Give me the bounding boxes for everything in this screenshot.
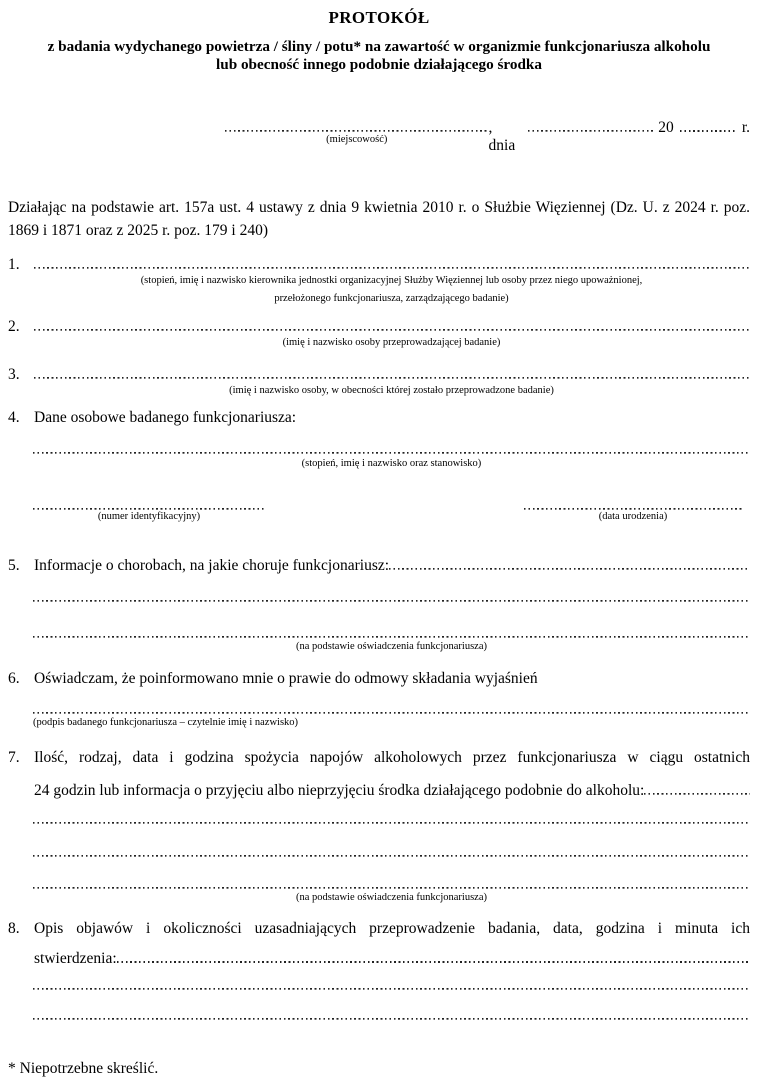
item-7-number: 7. <box>8 749 20 766</box>
item-1-caption-line2: przełożonego funkcjonariusza, zarządzającego badanie) <box>274 293 509 304</box>
item-5-number: 5. <box>8 557 20 574</box>
item-7 <box>8 747 750 904</box>
blank-line-witness <box>34 374 750 379</box>
id-number-caption: (numer identyfikacyjny) <box>97 511 201 522</box>
blank-line-signature <box>33 709 750 714</box>
blank-line-ordering-officer <box>34 264 750 269</box>
item-5-label-row <box>8 557 750 575</box>
item-7-label-line2: 24 godzin lub informacja o przyjęciu albo nieprzyjęciu środka działającego podobnie do alkoholu: <box>34 782 645 799</box>
item-4-label: Dane osobowe badanego funkcjonariusza: <box>34 409 297 426</box>
item-7-content <box>34 747 750 802</box>
item-6 <box>8 670 750 729</box>
item-5 <box>8 557 750 653</box>
legal-basis-paragraph: Działając na podstawie art. 157a ust. 4 ustawy z dnia 9 kwietnia 2010 r. o Służbie Więziennej (Dz. U. z 2024 r. poz. 1869 i 1871 oraz z 2025 r. poz. 179 i 240) <box>8 199 750 239</box>
blank-line-illness-1 <box>389 565 750 570</box>
item-4 <box>8 409 750 523</box>
birth-date-field <box>524 505 742 523</box>
item-2-number: 2. <box>8 318 20 335</box>
id-number-field <box>33 505 265 523</box>
item-2-blank-row <box>8 318 750 336</box>
item-3 <box>8 366 750 397</box>
blank-line-illness-3 <box>33 633 750 638</box>
item-7-label-line2-row <box>34 780 750 802</box>
item-8-label-line2-row <box>34 948 750 970</box>
footnote: * Niepotrzebne skreślić. <box>8 1060 159 1077</box>
date-line <box>225 119 750 155</box>
place-blank-field <box>225 127 489 145</box>
item-7-label-line1: Ilość, rodzaj, data i godzina spożycia napojów alkoholowych przez funkcjonariusza w ciągu ostatnich <box>34 749 750 766</box>
item-6-number: 6. <box>8 670 20 687</box>
item-3-number: 3. <box>8 366 20 383</box>
blank-line-illness-2 <box>33 597 750 602</box>
blank-line-date <box>528 127 654 132</box>
blank-line-year <box>680 127 737 132</box>
blank-line-symptoms-3 <box>33 1015 750 1020</box>
dnia-label: , dnia <box>488 119 516 154</box>
item-8-label-row <box>8 918 750 970</box>
blank-line-alcohol-3 <box>33 852 750 857</box>
year-prefix: 20 <box>658 119 674 136</box>
item-1-blank-row <box>8 256 750 274</box>
doc-subtitle-line2: lub obecność innego podobnie działającego środka <box>216 55 542 73</box>
doc-subtitle <box>8 38 750 73</box>
item-5-label: Informacje o chorobach, na jakie choruje funkcjonariusz: <box>34 557 390 574</box>
year-suffix: r. <box>741 119 750 136</box>
item-6-caption: (podpis badanego funkcjonariusza – czytelnie imię i nazwisko) <box>33 717 299 728</box>
id-birth-spacer <box>265 505 524 523</box>
blank-line-alcohol-4 <box>33 884 750 889</box>
blank-line-alcohol-1 <box>644 790 750 795</box>
item-7-label-row <box>8 747 750 802</box>
item-7-caption: (na podstawie oświadczenia funkcjonariusza) <box>296 892 487 903</box>
item-4-id-birth-row <box>8 505 742 523</box>
place-caption: (miejscowość) <box>326 134 388 145</box>
blank-line-examiner <box>34 326 750 331</box>
item-8-label-line2: stwierdzenia: <box>34 950 117 967</box>
item-6-label: Oświadczam, że poinformowano mnie o prawie do odmowy składania wyjaśnień <box>34 670 538 687</box>
item-1-number: 1. <box>8 256 20 273</box>
doc-subtitle-line1: z badania wydychanego powietrza / śliny / potu* na zawartość w organizmie funkcjonariusza alkoholu <box>47 38 711 55</box>
item-4-caption-main: (stopień, imię i nazwisko oraz stanowisko) <box>301 458 482 469</box>
item-4-number: 4. <box>8 409 20 426</box>
item-8-label-line1: Opis objawów i okoliczności uzasadniających przeprowadzenie badania, data, godzina i minuta ich <box>34 920 750 937</box>
item-6-label-row <box>8 670 750 688</box>
item-5-caption: (na podstawie oświadczenia funkcjonariusza) <box>296 641 487 652</box>
item-1-caption-line1: (stopień, imię i nazwisko kierownika jednostki organizacyjnej Służby Więziennej lub osoby przez niego upoważnionej, <box>140 275 643 286</box>
item-1 <box>8 256 750 305</box>
item-4-label-row <box>8 409 750 427</box>
blank-line-officer-data <box>33 449 750 454</box>
birth-date-caption: (data urodzenia) <box>598 511 668 522</box>
blank-line-symptoms-1 <box>117 958 750 963</box>
item-8-content <box>34 918 750 970</box>
blank-line-alcohol-2 <box>33 819 750 824</box>
doc-title: PROTOKÓŁ <box>328 8 430 27</box>
blank-line-place <box>225 127 489 132</box>
item-8-number: 8. <box>8 920 20 937</box>
blank-line-symptoms-2 <box>33 985 750 990</box>
item-3-caption: (imię i nazwisko osoby, w obecności której zostało przeprowadzone badanie) <box>229 385 554 396</box>
item-2 <box>8 318 750 349</box>
item-2-caption: (imię i nazwisko osoby przeprowadzającej badanie) <box>282 337 501 348</box>
item-3-blank-row <box>8 366 750 384</box>
item-8 <box>8 918 750 1020</box>
